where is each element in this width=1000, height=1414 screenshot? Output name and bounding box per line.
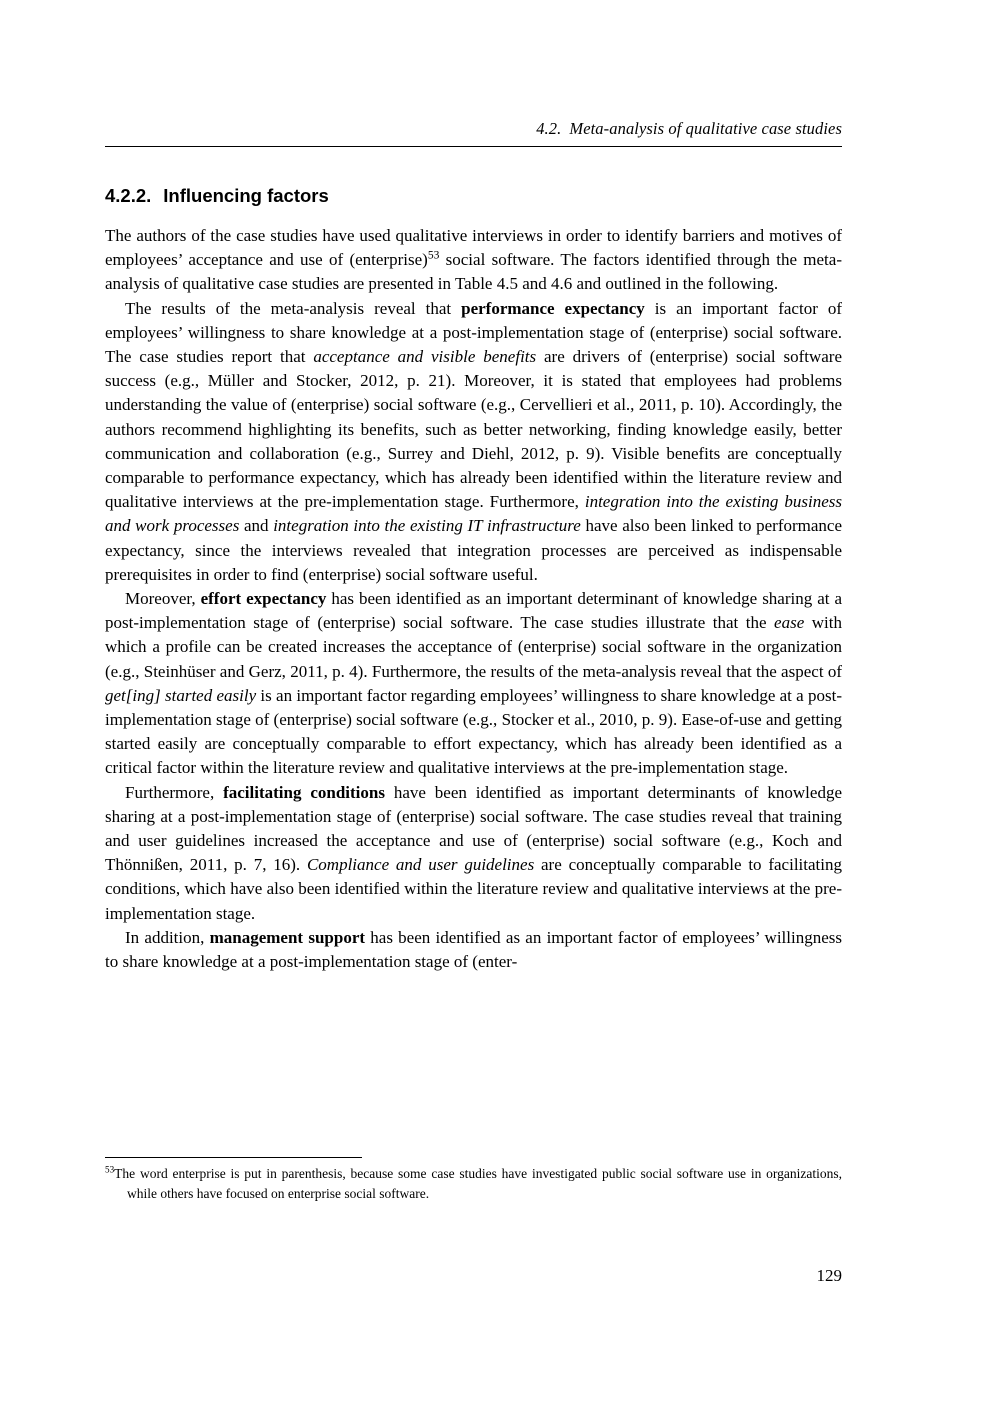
body-paragraphs [105,224,842,1158]
footnote [105,1164,842,1203]
text-segment: and [239,516,274,536]
text-segment: ease [774,613,805,633]
text-segment: effort expectancy [200,589,327,609]
text-segment: is an important factor of employees’ willingness to share knowledge at a post-implementation stage of (enterprise) social software. The case studies report that [105,298,842,367]
text-segment: The results of the meta-analysis reveal that [125,298,462,318]
text-segment: are drivers of (enterprise) social software success (e.g., Müller and Stocker, 2012, p. 21). Moreover, it is stated that employees had problems understanding the value of (enterprise) social software (e.g., Cervellieri et al., 2011, p. 10). Accordingly, the authors recommend highlighting its benefits, such as better networking, finding knowledge easily, better communication and collaboration (e.g., Surrey and Diehl, 2012, p. 9). Visible benefits are conceptually comparable to performance expectancy, which has already been identified within the literature review and qualitative interviews at the pre-implementation stage. Furthermore, [105,347,842,512]
paragraph [105,297,842,587]
text-segment: Compliance and user guidelines [306,855,535,875]
footnote-marker: 53 [105,1164,115,1175]
text-segment: integration into the existing business and work processes [105,492,842,536]
paragraph [105,781,842,926]
text-segment: performance expectancy [461,298,645,318]
footnote-text: The word enterprise is put in parenthesis, because some case studies have investigated public social software use in organizations, while others have focused on enterprise social software. [114,1166,842,1201]
text-segment: The authors of the case studies have used qualitative interviews in order to identify barriers and motives of employees’ acceptance and use of (enterprise) [105,226,842,270]
text-segment: Moreover, [125,589,201,609]
text-segment: with which a profile can be created increases the acceptance of (enterprise) social software in the organization (e.g., Steinhüser and Gerz, 2011, p. 4). Furthermore, the results of the meta-analysis reveal that the aspect of [105,613,842,681]
footnote-rule [105,1157,362,1158]
text-segment: In addition, [125,927,210,947]
text-segment: integration into the existing IT infrastructure [273,516,581,536]
text-segment: have also been linked to performance expectancy, since the interviews revealed that integration processes are perceived as indispensable prerequisites in order to find (enterprise) social software useful. [105,516,842,584]
text-segment: Furthermore, [125,782,224,802]
text-segment: has been identified as an important determinant of knowledge sharing at a post-implementation stage of (enterprise) social software. The case studies illustrate that the [105,589,842,633]
running-head-title: Meta-analysis of qualitative case studies [569,119,842,138]
running-head [105,119,842,139]
text-segment: 53 [427,248,440,262]
page-number: 129 [816,1266,842,1285]
text-segment: has been identified as an important factor of employees’ willingness to share knowledge at a post-implementation stage of (enter- [105,927,842,972]
text-segment: facilitating conditions [223,782,385,802]
text-segment: get[ing] started easily [105,685,257,705]
text-segment: have been identified as important determinants of knowledge sharing at a post-implementation stage of (enterprise) social software. The case studies reveal that training and user guidelines increased the acceptance and use of (enterprise) social software (e.g., Koch and Thönnißen, 2011, p. 7, 16). [105,782,842,875]
section-heading-number: 4.2.2. [105,185,152,206]
text-segment: is an important factor regarding employees’ willingness to share knowledge at a post-implementation stage of (enterprise) social software (e.g., Stocker et al., 2010, p. 9). Ease-of-use and getting started easily are conceptually comparable to effort expectancy, which has already been identified as a critical factor within the literature review and qualitative interviews at the pre-implementation stage. [105,685,842,778]
header-rule [105,146,842,147]
paragraph [105,587,842,781]
section-heading [105,185,842,207]
section-heading-title: Influencing factors [163,185,329,206]
paragraph [105,224,842,297]
text-segment: are conceptually comparable to facilitating conditions, which have also been identified within the literature review and qualitative interviews at the pre-implementation stage. [105,855,842,923]
running-head-number: 4.2. [536,119,562,138]
text-segment: social software. The factors identified through the meta-analysis of qualitative case studies are presented in Table 4.5 and 4.6 and outlined in the following. [105,250,842,294]
paragraph [105,926,842,974]
text-segment: acceptance and visible benefits [313,347,537,367]
text-segment: management support [209,927,366,947]
